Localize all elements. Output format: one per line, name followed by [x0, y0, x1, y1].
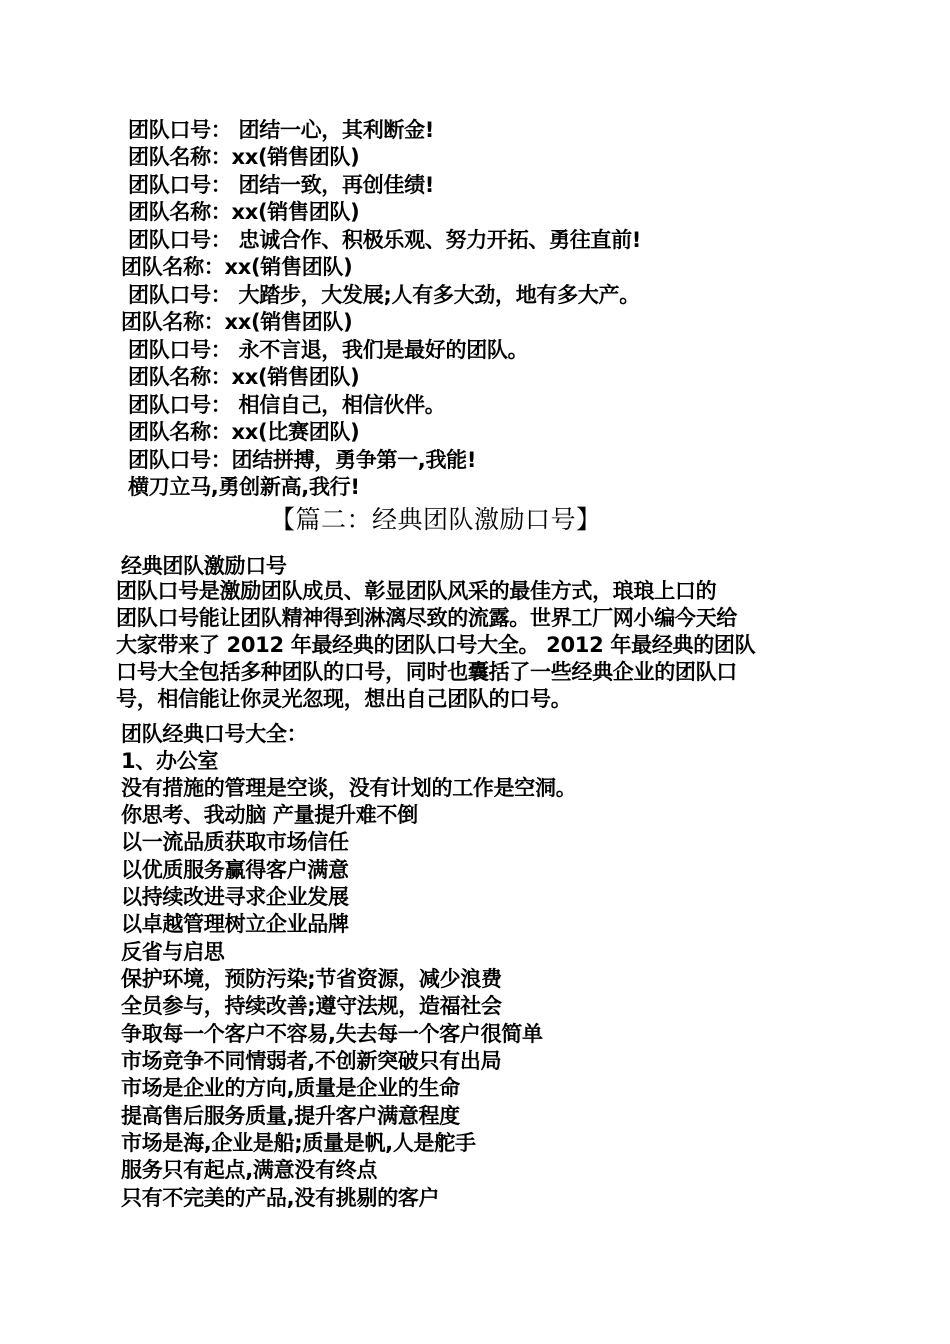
list-item: 只有不完美的产品,没有挑剔的客户 [121, 1186, 440, 1210]
list-item: 没有措施的管理是空谈，没有计划的工作是空洞。 [121, 776, 577, 800]
slogan-line: 团队口号： 永不言退，我们是最好的团队。 [128, 338, 529, 362]
slogan-line: 团队口号： 团结一致，再创佳绩! [128, 173, 435, 197]
list-item: 市场是企业的方向,质量是企业的生命 [121, 1076, 460, 1100]
intro-line: 团队口号能让团队精神得到淋漓尽致的流露。世界工厂网小编今天给 [116, 606, 737, 630]
list-item: 市场竞争不同情弱者,不创新突破只有出局 [121, 1049, 502, 1073]
section-heading: 【篇二：经典团队激励口号】 [270, 505, 602, 534]
slogan-line: 团队口号：团结拼搏，勇争第一,我能! [128, 448, 477, 472]
list-item: 你思考、我动脑 产量提升难不倒 [121, 803, 418, 827]
list-item: 以优质服务赢得客户满意 [121, 858, 349, 882]
slogan-line: 团队口号： 相信自己，相信伙伴。 [128, 393, 446, 417]
team-name-line: 团队名称：xx(比赛团队) [128, 420, 360, 444]
slogan-line: 横刀立马,勇创新高,我行! [128, 475, 360, 499]
intro-line: 团队口号是激励团队成员、彰显团队风采的最佳方式，琅琅上口的 [116, 579, 717, 603]
list-item: 反省与启思 [121, 940, 225, 964]
team-name-line: 团队名称：xx(销售团队) [128, 365, 360, 389]
list-item: 以卓越管理树立企业品牌 [121, 912, 349, 936]
list-item: 以持续改进寻求企业发展 [121, 885, 349, 909]
category-heading: 1、办公室 [121, 749, 219, 773]
slogan-line: 团队口号： 大踏步，大发展;人有多大劲，地有多大产。 [128, 283, 640, 307]
team-name-line: 团队名称：xx(销售团队) [128, 200, 360, 224]
list-item: 服务只有起点,满意没有终点 [121, 1158, 378, 1182]
list-item: 保护环境，预防污染;节省资源，减少浪费 [121, 967, 502, 991]
list-item: 提高售后服务质量,提升客户满意程度 [121, 1104, 460, 1128]
intro-line: 大家带来了 2012 年最经典的团队口号大全。 2012 年最经典的团队 [116, 633, 756, 657]
intro-line: 口号大全包括多种团队的口号，同时也囊括了一些经典企业的团队口 [116, 660, 737, 684]
list-item: 争取每一个客户不容易,失去每一个客户很简单 [121, 1022, 543, 1046]
intro-line: 号，相信能让你灵光忽现，想出自己团队的口号。 [116, 687, 572, 711]
intro-paragraph [116, 578, 838, 713]
article-title: 经典团队激励口号 [121, 554, 287, 578]
team-name-line: 团队名称：xx(销售团队) [121, 255, 353, 279]
list-item: 以一流品质获取市场信任 [121, 830, 349, 854]
slogan-line: 团队口号： 忠诚合作、积极乐观、努力开拓、勇往直前! [128, 228, 642, 252]
list-item: 全员参与，持续改善;遵守法规，造福社会 [121, 994, 502, 1018]
list-item: 市场是海,企业是船;质量是帆,人是舵手 [121, 1131, 476, 1155]
team-name-line: 团队名称：xx(销售团队) [121, 310, 353, 334]
slogan-line: 团队口号： 团结一心，其利断金! [128, 118, 435, 142]
team-name-line: 团队名称：xx(销售团队) [128, 145, 360, 169]
list-heading: 团队经典口号大全： [121, 722, 308, 746]
